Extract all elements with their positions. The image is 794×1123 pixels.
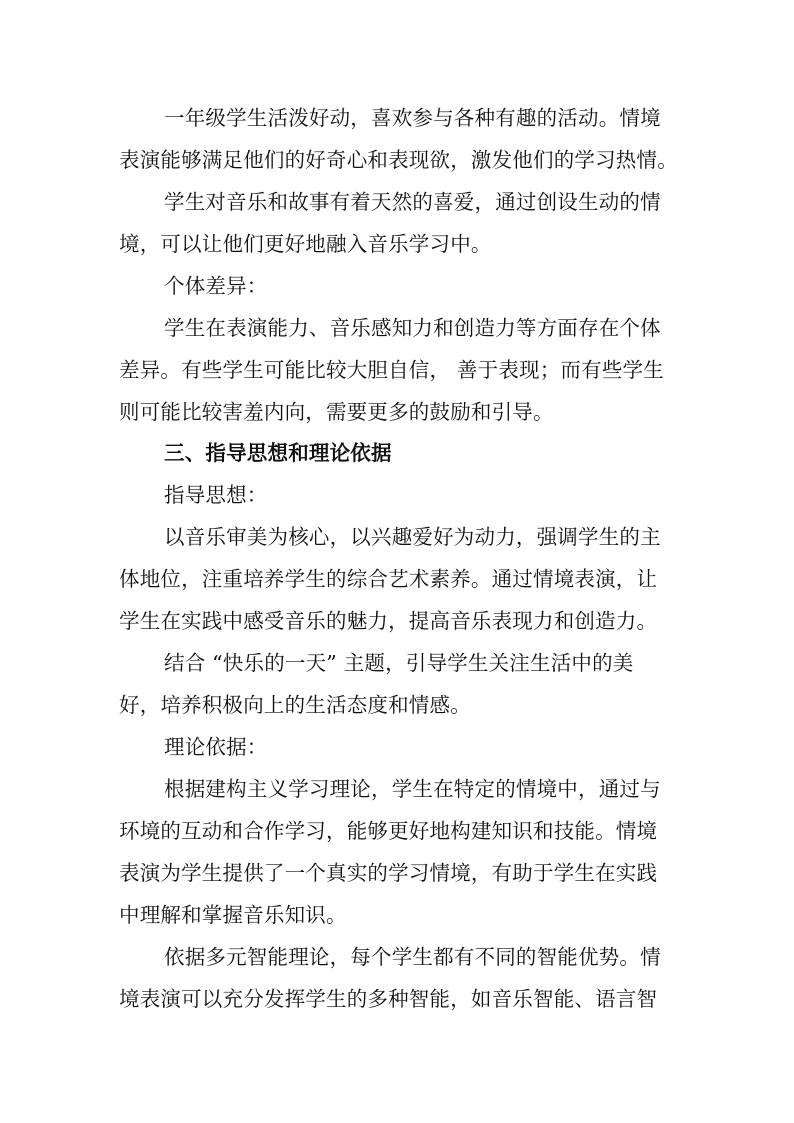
paragraph-line: 境表演可以充分发挥学生的多种智能，如音乐智能、语言智 [119,987,658,1011]
paragraph-line: 结合 “快乐的一天” 主题，引导学生关注生活中的美 [164,651,634,675]
paragraph-line: 依据多元智能理论，每个学生都有不同的智能优势。情 [164,945,661,969]
subheading-guiding-ideology: 指导思想： [164,483,268,507]
paragraph-line: 一年级学生活泼好动，喜欢参与各种有趣的活动。情境 [164,106,661,130]
section-heading: 三、指导思想和理论依据 [164,441,392,465]
paragraph-line: 差异。有些学生可能比较大胆自信， 善于表现；而有些学生 [119,358,664,382]
subheading-individual-differences: 个体差异： [164,274,268,298]
paragraph-line: 表演为学生提供了一个真实的学习情境，有助于学生在实践 [119,861,658,885]
paragraph-line: 学生对音乐和故事有着天然的喜爱，通过创设生动的情 [164,190,661,214]
subheading-theoretical-basis: 理论依据： [164,735,268,759]
paragraph-line: 表演能够满足他们的好奇心和表现欲，激发他们的学习热情。 [119,148,678,172]
paragraph-line: 学生在实践中感受音乐的魅力，提高音乐表现力和创造力。 [119,609,658,633]
paragraph-line: 学生在表演能力、音乐感知力和创造力等方面存在个体 [164,316,661,340]
paragraph-line: 中理解和掌握音乐知识。 [119,903,347,927]
paragraph-line: 体地位，注重培养学生的综合艺术素养。通过情境表演，让 [119,567,658,591]
paragraph-line: 环境的互动和合作学习，能够更好地构建知识和技能。情境 [119,819,658,843]
paragraph-line: 境，可以让他们更好地融入音乐学习中。 [119,232,492,256]
paragraph-line: 好，培养积极向上的生活态度和情感。 [119,693,471,717]
paragraph-line: 则可能比较害羞内向，需要更多的鼓励和引导。 [119,400,554,424]
paragraph-line: 根据建构主义学习理论，学生在特定的情境中，通过与 [164,777,661,801]
paragraph-line: 以音乐审美为核心，以兴趣爱好为动力，强调学生的主 [164,525,661,549]
